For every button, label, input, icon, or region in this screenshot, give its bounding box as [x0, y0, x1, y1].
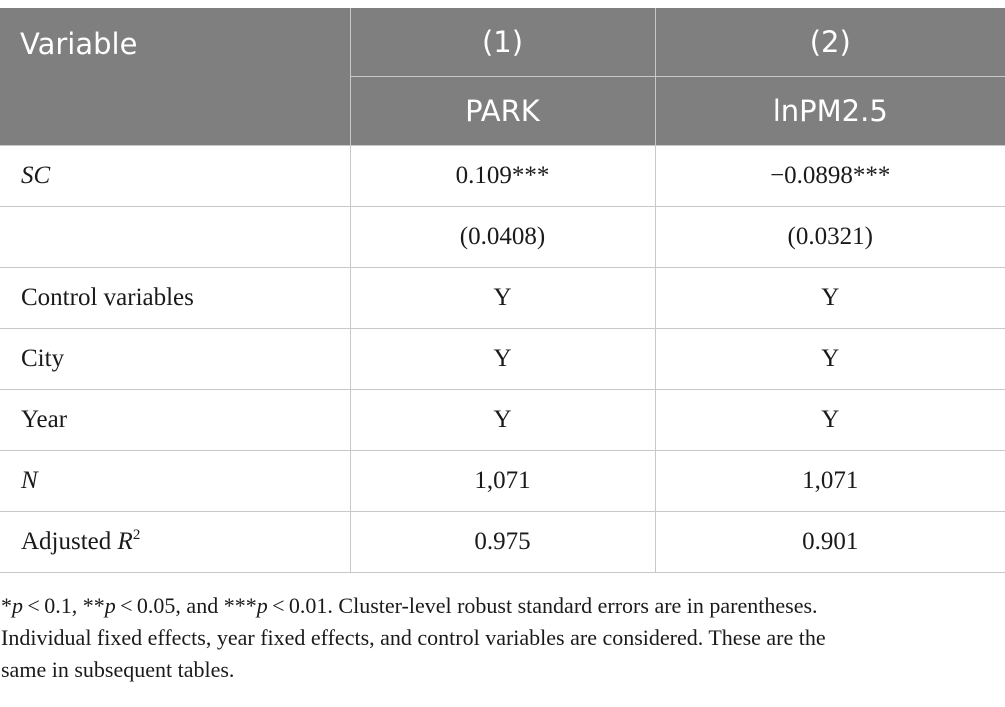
row-label: City [0, 329, 350, 390]
cell-col2: Y [655, 329, 1005, 390]
cell-col1: 1,071 [350, 451, 655, 512]
table-body [0, 146, 1005, 573]
r2-label-text: Adjusted [21, 528, 118, 555]
cell-col2: 1,071 [655, 451, 1005, 512]
regression-table-container [0, 8, 1005, 573]
cell-col2: 0.901 [655, 512, 1005, 573]
cell-col2: (0.0321) [655, 207, 1005, 268]
cell-col2: −0.0898*** [655, 146, 1005, 207]
table-footnote [1, 590, 1001, 686]
footnote-line-1: *p < 0.1, **p < 0.05, and ***p < 0.01. Cluster-level robust standard errors are in parentheses. [1, 593, 818, 618]
table-row [0, 329, 1005, 390]
column-1-name: PARK [350, 77, 655, 146]
row-label: N [0, 451, 350, 512]
column-2-number: (2) [655, 8, 1005, 77]
table-header [0, 8, 1005, 146]
row-label: Year [0, 390, 350, 451]
variable-header: Variable [0, 8, 350, 146]
table-row [0, 512, 1005, 573]
cell-col1: (0.0408) [350, 207, 655, 268]
regression-table [0, 8, 1005, 573]
table-row [0, 268, 1005, 329]
column-1-number: (1) [350, 8, 655, 77]
table-row [0, 207, 1005, 268]
row-label [0, 207, 350, 268]
row-label: SC [0, 146, 350, 207]
cell-col1: Y [350, 268, 655, 329]
table-row [0, 390, 1005, 451]
cell-col2: Y [655, 390, 1005, 451]
row-label: Control variables [0, 268, 350, 329]
cell-col1: Y [350, 390, 655, 451]
row-label-adjusted-r2 [0, 512, 350, 573]
cell-col1: 0.975 [350, 512, 655, 573]
table-row [0, 451, 1005, 512]
cell-col1: Y [350, 329, 655, 390]
table-row [0, 146, 1005, 207]
r2-label-superscript: 2 [132, 527, 141, 543]
footnote-line-2: Individual fixed effects, year fixed effects, and control variables are considered. These are the [1, 625, 826, 650]
header-row-numbers [0, 8, 1005, 77]
cell-col1: 0.109*** [350, 146, 655, 207]
cell-col2: Y [655, 268, 1005, 329]
footnote-line-3: same in subsequent tables. [1, 657, 235, 682]
r2-label-r: R [117, 528, 133, 555]
column-2-name: lnPM2.5 [655, 77, 1005, 146]
